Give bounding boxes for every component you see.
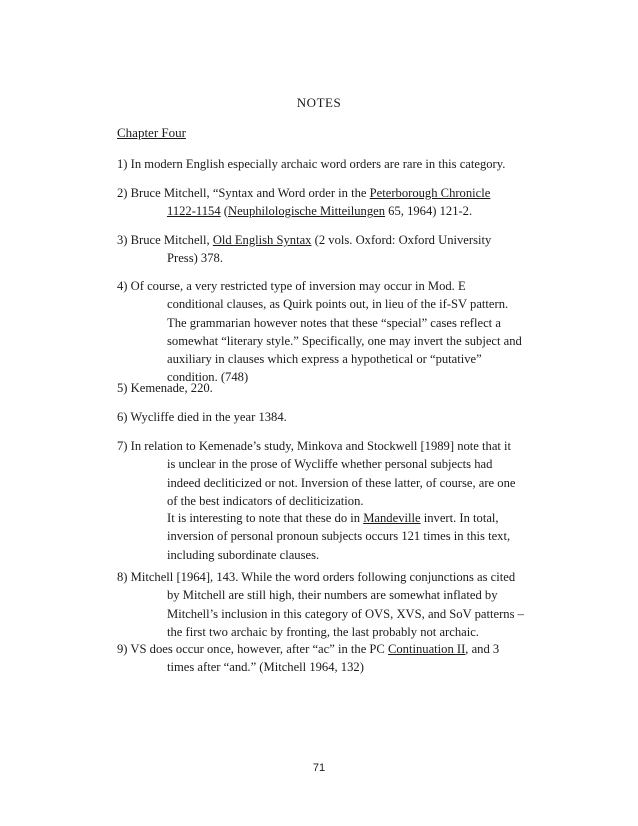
note-line: auxiliary in clauses which express a hypothetical or “putative” bbox=[167, 352, 482, 367]
note-6 bbox=[117, 408, 537, 426]
note-line bbox=[117, 231, 537, 249]
note-4 bbox=[117, 277, 537, 387]
note-2 bbox=[117, 184, 537, 221]
note-line: indeed decliticized or not. Inversion of these latter, of course, are one bbox=[167, 475, 516, 490]
note-text: (2 vols. Oxford: Oxford University bbox=[311, 233, 492, 247]
note-3 bbox=[117, 231, 537, 268]
note-line bbox=[117, 509, 537, 527]
note-line: Press) 378. bbox=[167, 251, 223, 266]
note-text: 65, 1964) 121-2. bbox=[385, 204, 473, 219]
note-line: conditional clauses, as Quirk points out, in lieu of the if-SV pattern. bbox=[167, 297, 509, 312]
note-1 bbox=[117, 155, 537, 173]
note-line: 1) In modern English especially archaic word orders are rare in this category. bbox=[117, 157, 506, 171]
note-line bbox=[117, 184, 537, 202]
note-text: , and 3 bbox=[465, 642, 500, 656]
note-9 bbox=[117, 640, 537, 677]
note-line bbox=[117, 640, 537, 658]
note-line: the first two archaic by fronting, the last probably not archaic. bbox=[167, 624, 479, 639]
page-title: NOTES bbox=[296, 95, 342, 110]
note-text: 3) Bruce Mitchell, bbox=[117, 233, 213, 247]
note-line: inversion of personal pronoun subjects occurs 121 times in this text, bbox=[167, 529, 511, 544]
cited-title: 1122-1154 bbox=[167, 204, 221, 219]
note-text: 2) Bruce Mitchell, “Syntax and Word order in the bbox=[117, 186, 370, 200]
note-line: Mitchell’s inclusion in this category of OVS, XVS, and SoV patterns – bbox=[167, 606, 524, 621]
note-line: 7) In relation to Kemenade’s study, Minkova and Stockwell [1989] note that it bbox=[117, 439, 512, 453]
cited-title: Continuation II bbox=[387, 642, 466, 656]
note-text: invert. In total, bbox=[420, 511, 499, 525]
cited-title: Mandeville bbox=[363, 511, 421, 525]
note-7-paragraph-2 bbox=[117, 509, 537, 564]
note-line: 6) Wycliffe died in the year 1384. bbox=[117, 410, 287, 424]
note-line: 8) Mitchell [1964], 143. While the word orders following conjunctions as cited bbox=[117, 570, 516, 584]
cited-title: Neuphilologische Mitteilungen bbox=[227, 204, 386, 219]
page-number: 71 bbox=[312, 762, 326, 774]
note-line: 4) Of course, a very restricted type of inversion may occur in Mod. E bbox=[117, 279, 466, 293]
note-line: The grammarian however notes that these “special” cases reflect a bbox=[167, 315, 501, 330]
note-line: by Mitchell are still high, their numbers are somewhat inflated by bbox=[167, 588, 498, 603]
note-text: It is interesting to note that these do in bbox=[167, 511, 364, 525]
note-line: times after “and.” (Mitchell 1964, 132) bbox=[167, 660, 364, 675]
note-line: of the best indicators of decliticization. bbox=[167, 493, 364, 508]
note-line: somewhat “literary style.” Specifically, one may invert the subject and bbox=[167, 333, 522, 348]
cited-title: Peterborough Chronicle bbox=[369, 186, 491, 200]
note-8 bbox=[117, 568, 537, 641]
cited-title: Old English Syntax bbox=[212, 233, 312, 247]
note-line bbox=[117, 202, 537, 220]
note-line: including subordinate clauses. bbox=[167, 547, 320, 562]
note-line: is unclear in the prose of Wycliffe whether personal subjects had bbox=[167, 457, 493, 472]
chapter-heading: Chapter Four bbox=[117, 125, 186, 140]
note-text: 9) VS does occur once, however, after “ac” in the PC bbox=[117, 642, 388, 656]
note-text: ( bbox=[220, 204, 228, 219]
note-7 bbox=[117, 437, 537, 510]
note-5 bbox=[117, 379, 537, 397]
note-line: 5) Kemenade, 220. bbox=[117, 381, 213, 395]
note-line: condition. (748) bbox=[167, 370, 249, 385]
